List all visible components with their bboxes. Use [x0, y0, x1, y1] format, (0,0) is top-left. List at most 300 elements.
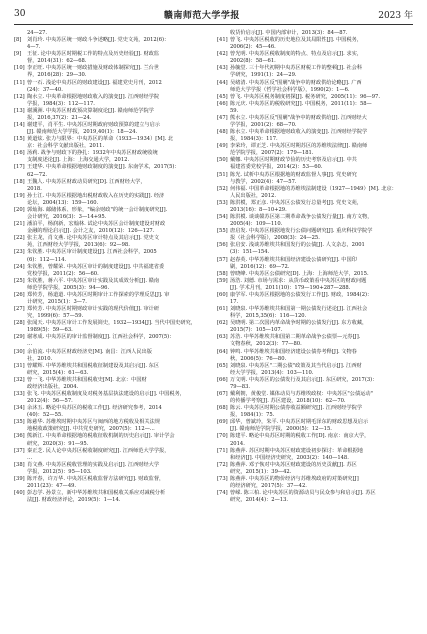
reference-line: 曾一飞. 中华苏维埃共和国税收史[M]. 北京：中国财	[27, 376, 147, 383]
reference-number: [52]	[217, 185, 228, 192]
reference-item	[14, 94, 210, 108]
reference-text	[230, 377, 413, 391]
reference-item	[217, 200, 413, 214]
reference-line: 2006(2)：45—46.	[230, 44, 276, 51]
reference-line: 京：社会科学文献出版社，2011.	[27, 143, 105, 150]
reference-line: 张启安. 浅谈苏维埃共和国发行的公债[J]. 人文杂志，2001	[230, 242, 365, 249]
reference-item	[217, 391, 413, 405]
reference-item	[217, 476, 413, 490]
reference-item	[14, 462, 210, 476]
reference-item	[217, 320, 413, 334]
reference-line: 肖文燕. 中央苏区税收管理的实践及启示[J]. 江西财经大学	[27, 461, 160, 468]
reference-line: 张闻天. 中央苏区审计工作发展简史，1932—1934[J]. 当代中国史研究，	[27, 320, 196, 327]
reference-number: [58]	[217, 270, 228, 277]
reference-item	[14, 207, 210, 221]
reference-item	[14, 363, 210, 377]
reference-line: 王征. 论中央苏区时期税工作的特点及历史经验[J]. 财政监	[27, 51, 160, 58]
reference-item	[14, 349, 210, 363]
reference-line: [J]. 赣南师范大学学报，2019,40(1)：18—24.	[27, 129, 138, 136]
reference-number: [17]	[14, 164, 25, 171]
reference-number: [55]	[217, 228, 228, 235]
reference-number: [63]	[217, 334, 228, 341]
reference-line: 59.	[230, 107, 239, 114]
reference-item	[14, 405, 210, 419]
reference-line: 万文明. 中央苏区的公债发行及其启示[J]. 东区研究，2017(3)：	[230, 376, 378, 383]
reference-text	[27, 448, 210, 462]
reference-number: [60]	[217, 291, 228, 298]
reference-item	[14, 320, 210, 334]
reference-line: 2012(4)：56—57.	[27, 398, 73, 405]
reference-line: 曾嵘. 陈三柏. 论中央苏区的资源动员与民众参与和启示[J]. 苏区	[230, 490, 376, 497]
reference-line: 1989(5)：59—63.	[27, 327, 73, 334]
reference-text	[230, 94, 413, 101]
reference-item	[217, 377, 413, 391]
reference-number: [22]	[14, 235, 25, 242]
reference-item	[14, 108, 210, 122]
reference-line: 陶水立. 中央革命根据地财政收入的演变[J]. 江西财经学院	[27, 93, 160, 100]
reference-line: 刘肖玲. 中央苏区统一财政斗争述略[J]. 党史文苑，2012(6)：	[27, 37, 170, 44]
reference-line: 康学军. 中央苏区根据地的公债发行工作[J]. 财政，1984(2)：	[230, 291, 373, 298]
reference-number: [44]	[217, 79, 228, 86]
reference-item	[217, 433, 413, 447]
reference-text	[27, 51, 210, 65]
reference-line: [J]. 学术月刊，2011(10)：179—190+287—288.	[230, 284, 351, 291]
reference-item	[217, 405, 413, 419]
reference-column-right	[217, 30, 413, 504]
reference-item	[217, 214, 413, 228]
reference-number: [31]	[14, 362, 25, 369]
reference-item	[217, 37, 413, 51]
reference-item	[14, 490, 210, 504]
reference-line: …	[27, 454, 33, 461]
reference-number: [61]	[217, 306, 228, 313]
reference-line: 和经济[J]. 中国经济史研究，2003(2)：140—148.	[230, 454, 349, 461]
reference-line: 政经济出版社，2004.	[27, 383, 79, 390]
reference-text	[27, 419, 210, 433]
reference-text	[230, 257, 413, 271]
reference-line: 的经济研究，2017(5)：37—42.	[230, 483, 307, 489]
reference-number: [40]	[14, 490, 25, 497]
reference-line: (24)：37—40.	[27, 86, 63, 93]
reference-line: 科学，2015,35(6)：116—120.	[230, 313, 307, 320]
reference-line: 吴绪清. 中央苏区反"围剿"战争中的财政供给论略[J]. 广西	[230, 79, 362, 86]
reference-item	[217, 94, 413, 101]
reference-text	[230, 129, 413, 143]
reference-line: 学研究，1991(1)：24—29.	[230, 72, 297, 79]
reference-text	[230, 51, 413, 65]
journal-title: 赣南师范大学学报	[163, 10, 240, 21]
reference-line: 谢建平，肖平生. 中央苏区时期政府财政预算的建立与启示	[27, 122, 160, 129]
reference-line: 曾晓峰. 中央苏区公债研究[D]. 上海：上海师范大学，2015.	[230, 270, 369, 277]
reference-number: [47]	[217, 114, 228, 121]
reference-line: 熊新江. 中央革命根据地的税收征收机制的历史启示[J]. 审计学会	[27, 433, 175, 440]
reference-line: 2005(4)：109—110.	[230, 221, 283, 228]
reference-item	[14, 377, 210, 391]
reference-item	[217, 228, 413, 242]
reference-line: 报，1984(1)：75.	[230, 412, 275, 419]
reference-line: 师范大学学报（哲学社会科学版），1990(2)：1—6.	[230, 86, 350, 93]
reference-text	[230, 143, 413, 157]
reference-number: [11]	[14, 79, 25, 86]
reference-item	[217, 334, 413, 348]
reference-text	[27, 306, 210, 320]
reference-line: 学学报，2001(2)：68—70.	[230, 122, 297, 129]
reference-item	[217, 271, 413, 278]
reference-number: [12]	[14, 93, 25, 100]
reference-number: [41]	[217, 37, 228, 44]
reference-text	[230, 433, 413, 447]
reference-line: 陈开春，许万华. 中央苏区税收监督方法研究[J]. 财政监督，	[27, 475, 165, 482]
reference-line: 会计研究，2016(3)：3—14+95.	[27, 214, 107, 221]
reference-item	[14, 37, 210, 51]
reference-line: 收货价启示[J]. 中国内部审计，2013(3)：84—87.	[230, 30, 348, 36]
reference-text	[27, 363, 210, 377]
reference-number: [21]	[14, 221, 25, 228]
reference-line: 郑传芳，杨道道. 中央苏区时期审计工作探索的学理反思[J]. 审	[27, 291, 170, 298]
reference-line: 朱钦胜，曾耀荣. 中央苏区审计的制度建设[J]. 中共福建省委	[27, 263, 165, 270]
reference-line: 邱华，曾斌玲，朱平. 中央苏区时期毛泽东的财政思想及启示	[230, 419, 369, 426]
reference-text	[230, 101, 413, 115]
header-rule	[14, 24, 413, 25]
reference-item	[14, 150, 210, 164]
reference-item	[14, 249, 210, 263]
reference-number: [66]	[217, 376, 228, 383]
reference-line: 苑，江西财经大学学报，2013(6)：92—98.	[27, 242, 130, 249]
reference-line: 陈燕萍. 邓子恢对中央苏区财政建设的历史贡献[J]. 苏区	[230, 461, 357, 468]
reference-item	[217, 172, 413, 186]
page-number: 30	[14, 9, 26, 19]
reference-item	[14, 433, 210, 447]
reference-item	[217, 115, 413, 129]
reference-line: 地税收政策研究[J]. 中共党史研究，2007(5)：112—...	[27, 426, 155, 433]
reference-text	[27, 179, 210, 193]
reference-line: 潘泊平，杨润新，宏翰林. 试论中央苏区会计制度建设对财政	[27, 221, 166, 228]
reference-text	[230, 292, 413, 306]
reference-number: [45]	[217, 93, 228, 100]
reference-text	[27, 136, 210, 150]
reference-text	[230, 306, 413, 320]
reference-line: 孙毓堂. 三十年代初期中央苏区财税工作的整顿[J]. 社会科	[230, 65, 363, 72]
reference-number: [32]	[14, 376, 25, 383]
reference-number: [56]	[217, 242, 228, 249]
reference-line: 法[J]. 财政经济评论，2019(5)：1—14.	[27, 497, 121, 504]
reference-line: 余沐五. 略论中央苏区的税收工作[J]. 经济研究参考，2014	[27, 405, 162, 412]
reference-number: [67]	[217, 390, 228, 397]
reference-item	[14, 448, 210, 462]
reference-line: 研究，2020(3)：91—95.	[27, 440, 89, 447]
reference-line: 研究，2015(4)：61—63.	[27, 369, 89, 376]
reference-text	[230, 320, 413, 334]
reference-number: [26]	[14, 291, 25, 298]
reference-number: [50]	[217, 157, 228, 164]
reference-text	[27, 65, 210, 79]
reference-number: [27]	[14, 306, 25, 313]
reference-number: [38]	[14, 461, 25, 468]
reference-text	[27, 292, 210, 306]
reference-number: [51]	[217, 171, 228, 178]
reference-line: 学报，1984(3)：112—117.	[27, 100, 95, 107]
reference-column-left	[14, 30, 210, 504]
reference-item	[14, 391, 210, 405]
reference-line: 陈洪模. 谈谈赣苏区第二期革命战争公债发行量[J]. 南方文物，	[230, 214, 373, 221]
reference-text	[230, 462, 413, 476]
reference-number: [34]	[14, 405, 25, 412]
reference-line: 社，2010.	[27, 355, 53, 362]
reference-text	[27, 37, 210, 51]
reference-text	[230, 80, 413, 94]
reference-line: 孙士江. 中央苏区根据地出税财政收入在历史的实践[J]. 经济	[27, 192, 165, 199]
reference-line: 计研究，2015(1)：3—7.	[27, 298, 87, 305]
reference-number: [53]	[217, 199, 228, 206]
reference-item	[217, 462, 413, 476]
reference-line: (40)：52—55.	[27, 412, 63, 419]
reference-text	[27, 235, 210, 249]
reference-text	[27, 349, 210, 363]
reference-number: [71]	[217, 447, 228, 454]
reference-text	[230, 405, 413, 419]
reference-number: [59]	[217, 277, 228, 284]
reference-number: [70]	[217, 433, 228, 440]
reference-line: 曾飞. 中央苏区税收的历史地位及其局限性[J]. 中国税务，	[230, 37, 363, 44]
reference-item	[14, 476, 210, 490]
reference-line: 陈燕萍. 苏区时期中央苏区财政建设初步探讨：革命根据地	[230, 447, 363, 454]
reference-text	[230, 334, 413, 348]
reference-item	[217, 257, 413, 271]
reference-line: 学报，2012(5)：95—103.	[27, 468, 92, 475]
reference-line: 曾飞. 中央苏区税务制度初探[J]. 税务研究，2005(11)：96—97.	[230, 93, 380, 100]
reference-text	[27, 320, 210, 334]
reference-line: 王建华. 中央革命根据地财政制度的演变[J]. 东南学术，2017(5)：	[27, 164, 180, 171]
reference-line: 2013(16)：8—10+29.	[230, 206, 287, 213]
reference-line: 陈燕萍. 中央苏区的物价经济与苏维埃政府的对策研究[J]	[230, 475, 359, 482]
reference-line: 钟鸣. 中华苏维埃共和国经济建设公债券考释[J]. 文物春	[230, 348, 357, 355]
reference-item	[217, 186, 413, 200]
reference-line: 的传播学考察[J]. 苏区建设，2018(10)：62—70.	[230, 398, 346, 405]
reference-text	[230, 349, 413, 363]
reference-number: [69]	[217, 419, 228, 426]
reference-item	[14, 278, 210, 292]
reference-line: 唐启发. 中央苏区根据地发行公债问题研究[J]. 重庆科技学院学	[230, 228, 373, 235]
reference-line: 刷，2016(12)：69—72.	[230, 263, 290, 270]
reference-text	[230, 391, 413, 405]
reference-number: [9]	[14, 51, 22, 58]
reference-text	[27, 278, 210, 292]
reference-number: [25]	[14, 277, 25, 284]
reference-line: 张主龙，肖文燕. 论中央苏区审计特点及其启示[J]. 党史文	[27, 235, 160, 242]
reference-item	[217, 143, 413, 157]
reference-item	[217, 157, 413, 171]
reference-line: 陈洪模，郑正彦. 中央苏区公债发行总量考[J]. 党史文苑，	[230, 199, 363, 206]
reference-text	[230, 271, 413, 278]
reference-line: 刘晓泉. 中央苏区"二期公债"政策及其当代启示[J]. 江西财	[230, 362, 362, 369]
reference-number: [10]	[14, 65, 25, 72]
reference-line: 2014.	[230, 440, 245, 447]
reference-line: 4—7.	[27, 44, 41, 51]
reference-line: 界，2016(28)：29—30.	[27, 72, 87, 79]
reference-line: 郑传芳. 中央苏区时期财政审计实践的现代价值[J]. 审计研	[27, 306, 160, 313]
reference-item	[14, 306, 210, 320]
reference-item	[14, 334, 210, 348]
reference-item	[217, 65, 413, 79]
reference-item	[14, 51, 210, 65]
reference-text	[230, 490, 413, 504]
reference-text	[27, 433, 210, 447]
reference-line: 汤莉. 战争与财政下的挣扎：1932年中央苏区财政统收统	[27, 150, 158, 157]
reference-line: 刘晓泉. 中华苏维埃共和国第一期公债发行述论[J]. 江西社会	[230, 306, 368, 313]
reference-line: 支制度述论[J]. 上海：上海交通大学，2012.	[27, 157, 130, 164]
reference-text	[27, 405, 210, 419]
reference-number: [74]	[217, 490, 228, 497]
reference-text	[230, 242, 413, 256]
reference-text	[27, 94, 210, 108]
reference-number: [46]	[217, 100, 228, 107]
reference-item	[217, 51, 413, 65]
reference-item	[217, 306, 413, 320]
reference-line: 李正旺. 中央苏区统一财政措施及财政体制探究[J]. 兰台世	[27, 65, 160, 72]
reference-number: [73]	[217, 475, 228, 482]
reference-line: 曾一石. 浅论中央苏区的财政建设[J]. 福建党史月刊，2012	[27, 79, 162, 86]
reference-text	[27, 264, 210, 278]
reference-number: [15]	[14, 136, 25, 143]
reference-item	[14, 136, 210, 150]
reference-line: 秦正芝. 民人论中央苏区税收制度研究[J]. 江西师范大学学报，	[27, 447, 170, 454]
reference-item	[14, 221, 210, 235]
reference-text	[230, 363, 413, 377]
reference-line: 黄道炫. 张力与限界：中央苏区的革命（1933—1934）[M]. 北	[27, 136, 174, 143]
reference-text	[27, 476, 210, 490]
reference-number: [35]	[14, 419, 25, 426]
reference-text	[27, 193, 210, 207]
reference-line: 论坛，2004(13)：159—160.	[27, 199, 99, 206]
reference-line: 17.	[230, 298, 239, 305]
reference-number: [24]	[14, 263, 25, 270]
reference-text	[27, 150, 210, 164]
reference-line: 吴晓明. 第二次国内革命战争时期的公债发行[J]. 东方收藏，	[230, 320, 368, 327]
reference-number: [37]	[14, 447, 25, 454]
reference-number: [14]	[14, 122, 25, 129]
reference-item	[217, 490, 413, 504]
reference-line: 与教学，2002(4)：47—57.	[230, 178, 297, 185]
reference-number: [8]	[14, 37, 22, 44]
reference-item	[217, 448, 413, 462]
reference-line: 陈云. 中央苏区时期公债券收益额研究[J]. 江西财经学院学	[230, 405, 363, 412]
reference-line: 24—27.	[27, 30, 48, 36]
reference-number: [39]	[14, 475, 25, 482]
reference-line: 陈慈华. 苏维埃时期中央苏区与闽西的地方税收及相关法规	[27, 419, 160, 426]
reference-number	[217, 30, 230, 37]
reference-number: [19]	[14, 192, 25, 199]
reference-number: [68]	[217, 405, 228, 412]
reference-line: 朱钦胜. 中央苏区审计制度建设[J]. 江西社会科学，2005	[27, 249, 157, 256]
reference-text	[27, 164, 210, 178]
reference-item	[217, 129, 413, 143]
reference-line: (3)：151—154.	[230, 249, 270, 256]
reference-line: 彭志学. 孙景立，新中华苏维埃共和国税收关系应对减税分析	[27, 490, 166, 497]
reference-line: 范学院学报，2007(2)：179—181.	[230, 150, 314, 157]
reference-number: [72]	[217, 461, 228, 468]
reference-text	[230, 214, 413, 228]
reference-text	[230, 200, 413, 214]
reference-line: 报（社会科学版），2008(3)：24—25.	[230, 235, 320, 242]
reference-number: [28]	[14, 320, 25, 327]
reference-line: 郭灿海. 邮储体系、形象，"编余财政"的统一会计制度研究[J].	[27, 206, 168, 213]
reference-line: 张飞. 中央苏区税收制度及对税务基层执法建设的启示[J]. 中国税务，	[27, 390, 185, 397]
reference-line: 督，2014(31)：62—68.	[27, 58, 87, 65]
reference-number: [33]	[14, 390, 25, 397]
reference-text	[230, 172, 413, 186]
reference-line: [J]. 赣南师范学院学报，2000(5)：12—15.	[230, 426, 332, 433]
reference-number: [18]	[14, 178, 25, 185]
reference-line: 究，1999(6)：57—59.	[27, 313, 84, 320]
reference-item	[217, 349, 413, 363]
reference-number: [43]	[217, 65, 228, 72]
page-header	[14, 6, 413, 22]
reference-number: [49]	[217, 143, 228, 150]
reference-line: 陈建平. 略论中央苏区时期的税收工作[D]. 南京：南京大学，	[230, 433, 370, 440]
reference-line: 62—72.	[27, 171, 48, 178]
reference-item	[217, 101, 413, 115]
reference-text	[27, 207, 210, 221]
reference-number: [13]	[14, 107, 25, 114]
reference-line: 谢寒成. 中央苏区的审计监督制度[J]. 江西社会科学，2007(5)：	[27, 334, 175, 341]
reference-line: 朱钦胜，蒋六平. 中央苏区审计实践及其成效分析[J]. 赣南	[27, 277, 160, 284]
year-label: 2023 年	[378, 10, 413, 21]
reference-line: 2018.	[27, 185, 42, 192]
reference-text	[230, 476, 413, 490]
reference-number: [30]	[14, 348, 25, 355]
reference-line: 熊水立. 中央苏区反"围剿"战争中的财政供给[J]. 江西财经大	[230, 114, 367, 121]
reference-line: 戴利朝，黄俊堂. 媒体动员与苏维埃政权：中央苏区"公债运动"	[230, 390, 373, 397]
reference-line: 福建省委党校学报，2014(2)：53—60.	[230, 164, 323, 171]
reference-text	[230, 115, 413, 129]
reference-number: [23]	[14, 249, 25, 256]
reference-item	[14, 65, 210, 79]
reference-number: [16]	[14, 150, 25, 157]
reference-line: 陈元庆. 中央苏区的税收研究[J]. 中国税务，2011(11)：58—	[230, 100, 372, 107]
reference-line: 研究，2015(1)：39—42.	[230, 468, 292, 475]
reference-line: …	[27, 341, 33, 348]
reference-line: (6)：112—114.	[27, 256, 67, 263]
reference-text	[230, 65, 413, 79]
reference-text	[27, 122, 210, 136]
reference-item	[217, 242, 413, 256]
reference-text	[27, 334, 210, 348]
reference-line: 王魏人. 中央苏区财政动员研究[D]. 江西财经大学，	[27, 178, 146, 185]
reference-text	[27, 377, 210, 391]
reference-number: [20]	[14, 206, 25, 213]
reference-text	[230, 278, 413, 292]
reference-line: 文物春秋，2012(3)：77—80.	[230, 341, 302, 348]
reference-number: [57]	[217, 256, 228, 263]
reference-line: 报，1984(3)：117.	[230, 136, 278, 143]
reference-line: 戴娜. 中央苏区时期财政节俭的历史考察及启示[J]. 中共	[230, 157, 357, 164]
reference-item	[14, 80, 210, 94]
reference-text	[230, 186, 413, 200]
reference-line: 师范学院学报，2005(3)：94—96.	[27, 284, 110, 291]
reference-text	[230, 228, 413, 242]
reference-text	[27, 462, 210, 476]
reference-item	[14, 235, 210, 249]
reference-text	[27, 80, 210, 94]
reference-line: 何伟福. 中国革命根据地的苏维埃法制建设（1927—1949）[M]. 北京：	[230, 185, 397, 192]
reference-item	[14, 292, 210, 306]
reference-number: [29]	[14, 334, 25, 341]
reference-number: [62]	[217, 320, 228, 327]
reference-line: 金融的理论启示[J]. 会计之友，2010(12)：126—127.	[27, 228, 155, 235]
reference-item	[217, 363, 413, 377]
reference-text	[27, 108, 210, 122]
reference-line: 秋，2006(5)：76—80.	[230, 355, 287, 362]
